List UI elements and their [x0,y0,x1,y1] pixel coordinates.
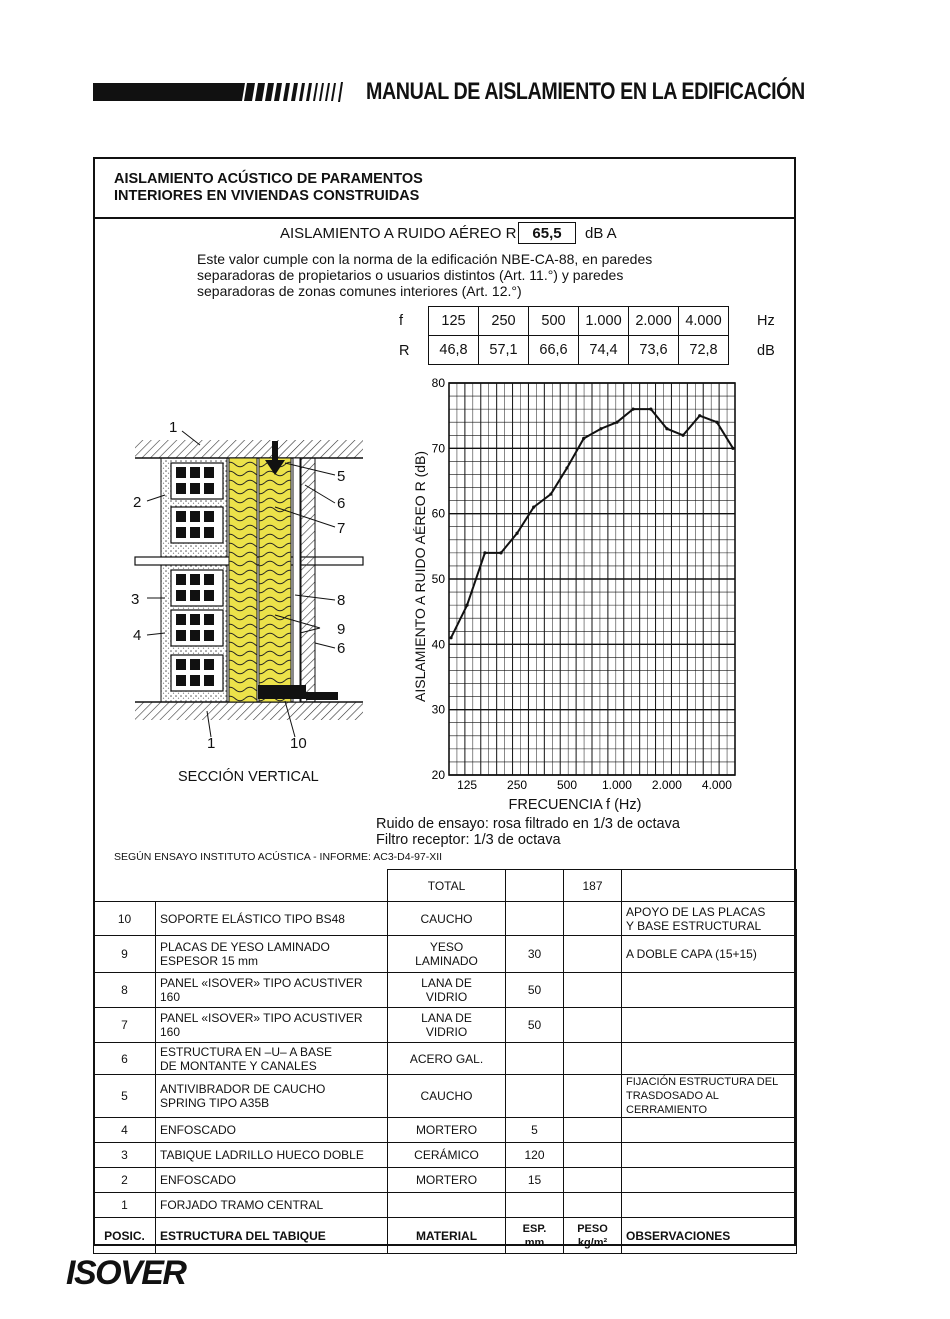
rubber-support [258,685,306,699]
y-tick-label: 50 [431,572,445,586]
structure-cell-text: ESPESOR 15 mm [160,954,259,968]
observations-cell [622,1143,797,1168]
header-thickness-text: ESP. [522,1222,547,1235]
data-point [731,447,734,450]
structure-cell [156,1075,388,1118]
data-point [615,421,618,424]
data-point [681,434,684,437]
structure-cell-text: ENFOSCADO [160,1173,237,1187]
material-cell-text: LANA DE [421,1011,472,1025]
chart-y-label: AISLAMIENTO A RUIDO AÉREO R (dB) [412,450,428,702]
observations-cell [622,973,797,1008]
weight-cell [564,1193,622,1218]
x-tick-label: 125 [457,778,478,792]
f-unit: Hz [757,313,775,329]
structure-cell-text: ANTIVIBRADOR DE CAUCHO [160,1082,326,1096]
y-tick-label: 80 [431,376,445,390]
thickness-cell-text: 50 [527,983,542,997]
chart-x-label: FRECUENCIA f (Hz) [508,797,642,813]
y-tick-label: 40 [431,637,445,652]
material-cell-text: CERÁMICO [414,1148,479,1162]
structure-cell-text: TABIQUE LADRILLO HUECO DOBLE [160,1148,364,1162]
data-point [565,466,568,469]
data-point [631,408,634,411]
position-cell-text: 6 [121,1051,128,1066]
components-table [93,869,797,1254]
thickness-cell [506,1143,564,1168]
callout-8: 8 [337,592,346,609]
component-row [94,1008,797,1043]
header-weight-text: PESO [577,1222,608,1235]
position-cell-text: 10 [117,911,132,926]
position-cell-text: 3 [121,1148,128,1162]
component-row [94,1118,797,1143]
observations-cell-text: Y BASE ESTRUCTURAL [626,918,762,933]
weight-cell [564,936,622,973]
position-cell-text: 4 [121,1123,128,1137]
observations-cell-text: TRASDOSADO AL CERRAMIENTO [626,1090,719,1116]
section-divider [93,217,796,219]
structure-cell-text: DE MONTANTE Y CANALES [160,1058,317,1073]
observations-cell [622,902,797,936]
data-point [483,551,486,554]
isover-logo: ISOVER [66,1254,186,1292]
callout-2: 2 [133,494,142,511]
component-row [94,1043,797,1075]
observations-cell [622,1008,797,1043]
material-cell [388,1118,506,1143]
component-row [94,902,797,936]
data-point [465,604,468,607]
freq-cell: 500 [529,307,579,336]
note-line1: Este valor cumple con la norma de la edificación NBE-CA-88, en paredes [197,251,653,267]
weight-cell [564,1168,622,1193]
header-structure-text: ESTRUCTURA DEL TABIQUE [160,1228,326,1243]
f-row-label: f [399,313,404,329]
freq-cell: 125 [429,307,479,336]
callout-3: 3 [131,591,140,608]
thickness-cell [506,973,564,1008]
section-title-line2: INTERIORES EN VIVIENDAS CONSTRUIDAS [114,188,420,204]
structure-cell [156,1118,388,1143]
material-cell [388,936,506,973]
gypsum-board-1 [293,458,300,702]
component-row [94,1168,797,1193]
test-filter: Filtro receptor: 1/3 de octava [376,832,561,848]
header-bar [93,83,231,101]
header-position [94,1218,156,1254]
section-title-line1: AISLAMIENTO ACÚSTICO DE PARAMENTOS [114,171,423,187]
structure-cell-text: PANEL «ISOVER» TIPO ACUSTIVER 160 [160,976,363,1004]
structure-cell-text: ENFOSCADO [160,1123,237,1137]
data-point [532,506,535,509]
header-material [388,1218,506,1254]
position-cell [94,1075,156,1118]
component-row [94,973,797,1008]
data-point [582,437,585,440]
callout-6-bottom: 6 [337,640,346,657]
position-cell-text: 9 [121,947,128,961]
callout-1: 1 [169,419,178,436]
header-material-text: MATERIAL [415,1228,478,1243]
frequency-table [428,306,729,365]
position-cell [94,1143,156,1168]
data-point [449,636,452,639]
freq-cell: 250 [479,307,529,336]
rating-unit: dB A [585,225,617,242]
y-tick-label: 20 [431,768,445,782]
thickness-cell-text: 5 [531,1123,538,1137]
y-tick-label: 30 [431,702,445,717]
structure-cell [156,1008,388,1043]
slab-bottom [135,702,363,720]
header-position-text: POSIC. [104,1228,145,1243]
material-cell [388,973,506,1008]
x-tick-label: 500 [557,778,578,792]
component-row [94,936,797,973]
x-tick-label: 1.000 [601,778,632,792]
position-cell [94,1193,156,1218]
position-cell [94,902,156,936]
material-cell-text: LANA DE [421,976,472,990]
thickness-cell [506,1075,564,1118]
thickness-cell-text: 15 [527,1173,542,1187]
total-label: TOTAL [388,870,506,902]
header-weight [564,1218,622,1254]
weight-cell [564,1008,622,1043]
material-cell [388,1143,506,1168]
test-noise: Ruido de ensayo: rosa filtrado en 1/3 de octava [376,816,680,832]
rating-label: AISLAMIENTO A RUIDO AÉREO R [280,225,517,242]
position-cell [94,1008,156,1043]
observations-cell [622,936,797,973]
material-cell-text: CAUCHO [420,911,473,926]
manual-title: MANUAL DE AISLAMIENTO EN LA EDIFICACIÓN [366,78,805,105]
weight-cell [564,973,622,1008]
r-cell: 46,8 [429,336,479,365]
note-line3: separadoras de zonas comunes interiores (Art. 12.°) [197,283,522,299]
position-cell [94,1168,156,1193]
data-point [715,421,718,424]
note-line2: separadoras de propietarios o usuarios distintos (Art. 11.°) y paredes [197,267,624,283]
header-observations [622,1218,797,1254]
thickness-cell-text: 50 [527,1018,542,1032]
structure-cell-text: PANEL «ISOVER» TIPO ACUSTIVER 160 [160,1011,363,1039]
thickness-cell [506,902,564,936]
component-row [94,1193,797,1218]
callout-6: 6 [337,495,346,512]
r-cell: 72,8 [679,336,729,365]
material-cell [388,1193,506,1218]
thickness-cell [506,1168,564,1193]
total-value: 187 [564,870,622,902]
position-cell-text: 2 [121,1173,128,1187]
thickness-cell-text: 30 [527,947,542,961]
position-cell [94,973,156,1008]
header-row [94,1218,797,1254]
observations-cell [622,1118,797,1143]
thickness-cell [506,1118,564,1143]
data-point [665,427,668,430]
observations-cell-text: APOYO DE LAS PLACAS [626,904,766,919]
x-tick-label: 250 [507,778,528,792]
data-point [515,532,518,535]
position-cell [94,1118,156,1143]
rating-value: 65,5 [518,222,576,244]
thickness-cell [506,936,564,973]
header-thickness [506,1218,564,1254]
position-cell [94,936,156,973]
insulation-chart [395,375,745,795]
structure-cell-text: PLACAS DE YESO LAMINADO [160,940,330,954]
position-cell [94,1043,156,1075]
thickness-cell [506,1008,564,1043]
freq-cell: 4.000 [679,307,729,336]
thickness-cell [506,1193,564,1218]
vertical-section-drawing [125,415,375,760]
structure-cell [156,1043,388,1075]
data-point [549,492,552,495]
r-cell: 73,6 [629,336,679,365]
header-observations-text: OBSERVACIONES [626,1228,731,1243]
x-tick-label: 4.000 [701,778,732,792]
header-stripes [231,81,349,103]
callout-10: 10 [290,735,307,752]
callout-4: 4 [133,627,142,644]
material-cell [388,1043,506,1075]
thickness-cell-text: 120 [524,1148,545,1162]
material-cell-text: VIDRIO [425,990,468,1004]
observations-cell-text: FIJACIÓN ESTRUCTURA DEL [626,1076,779,1088]
callout-9: 9 [337,621,346,638]
material-cell-text: CAUCHO [420,1089,473,1103]
material-cell-text: YESO [429,940,464,954]
r-unit: dB [757,343,775,359]
component-row [94,1143,797,1168]
material-cell [388,1168,506,1193]
slab-top [135,440,363,458]
observations-cell [622,1043,797,1075]
source-note: SEGÚN ENSAYO INSTITUTO ACÚSTICA - INFORME: AC3-D4-97-XII [114,851,443,863]
callout-7: 7 [337,520,346,537]
callout-1-bottom: 1 [207,735,216,752]
data-point [499,551,502,554]
callout-5: 5 [337,468,346,485]
r-row-label: R [399,343,410,359]
structure-cell-text: SOPORTE ELÁSTICO TIPO BS48 [160,911,345,926]
gypsum-board-2 [301,458,315,702]
position-cell-text: 5 [121,1089,128,1103]
material-cell [388,902,506,936]
value-row [429,336,729,365]
structure-cell [156,1168,388,1193]
structure-cell [156,936,388,973]
data-point [698,414,701,417]
material-cell-text: MORTERO [415,1123,478,1137]
total-row [94,870,797,902]
material-cell-text: VIDRIO [425,1025,468,1039]
structure-cell [156,1193,388,1218]
r-cell: 74,4 [579,336,629,365]
x-tick-label: 2.000 [651,778,682,792]
thickness-cell [506,1043,564,1075]
observations-cell [622,1193,797,1218]
material-cell-text: LAMINADO [415,954,478,968]
freq-cell: 2.000 [629,307,679,336]
y-tick-label: 70 [431,441,445,456]
frequency-row [429,307,729,336]
structure-cell-text: FORJADO TRAMO CENTRAL [160,1198,324,1212]
observations-cell [622,1075,797,1118]
header-structure [156,1218,388,1254]
weight-cell [564,1043,622,1075]
freq-cell: 1.000 [579,307,629,336]
position-cell-text: 8 [121,983,128,997]
drawing-caption: SECCIÓN VERTICAL [178,769,319,785]
r-cell: 57,1 [479,336,529,365]
structure-cell [156,1143,388,1168]
header-thickness-text: mm [524,1236,545,1249]
material-cell-text: ACERO GAL. [409,1051,484,1066]
y-tick-label: 60 [431,506,445,521]
weight-cell [564,1075,622,1118]
weight-cell [564,902,622,936]
material-cell-text: MORTERO [415,1173,478,1187]
structure-cell-text: SPRING TIPO A35B [160,1096,270,1110]
structure-cell [156,902,388,936]
observations-cell [622,1168,797,1193]
material-cell [388,1008,506,1043]
weight-cell [564,1143,622,1168]
component-row [94,1075,797,1118]
position-cell-text: 7 [121,1018,128,1032]
structure-cell-text: ESTRUCTURA EN –U– A BASE [160,1044,333,1059]
weight-cell [564,1118,622,1143]
position-cell-text: 1 [121,1198,128,1212]
data-point [649,408,652,411]
header-weight-text: kg/m² [577,1236,608,1249]
observations-cell-text: A DOBLE CAPA (15+15) [626,947,757,961]
material-cell [388,1075,506,1118]
r-cell: 66,6 [529,336,579,365]
data-point [599,427,602,430]
structure-cell [156,973,388,1008]
